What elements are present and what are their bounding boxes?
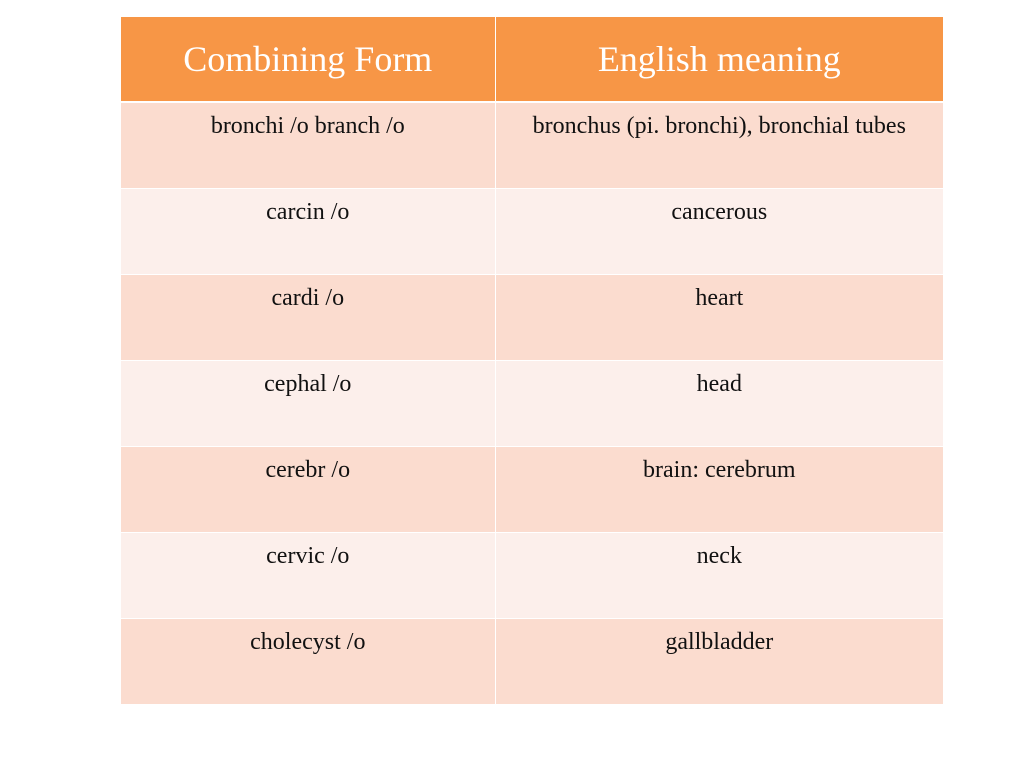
table-row bbox=[121, 618, 944, 704]
combining-form-cell: carcin /o bbox=[121, 188, 496, 274]
header-combining-form: Combining Form bbox=[121, 17, 496, 103]
combining-form-cell: cervic /o bbox=[121, 532, 496, 618]
combining-form-cell: bronchi /o branch /o bbox=[121, 102, 496, 188]
combining-form-cell: cholecyst /o bbox=[121, 618, 496, 704]
header-english-meaning: English meaning bbox=[495, 17, 943, 103]
english-meaning-cell: cancerous bbox=[495, 188, 943, 274]
english-meaning-cell: heart bbox=[495, 274, 943, 360]
table-row bbox=[121, 446, 944, 532]
english-meaning-cell: head bbox=[495, 360, 943, 446]
table-header-row bbox=[121, 17, 944, 103]
table-row bbox=[121, 532, 944, 618]
table-row bbox=[121, 188, 944, 274]
table-row bbox=[121, 274, 944, 360]
combining-form-cell: cardi /o bbox=[121, 274, 496, 360]
table-row bbox=[121, 360, 944, 446]
english-meaning-cell: gallbladder bbox=[495, 618, 943, 704]
combining-form-cell: cerebr /o bbox=[121, 446, 496, 532]
english-meaning-cell: bronchus (pi. bronchi), bronchial tubes bbox=[495, 102, 943, 188]
english-meaning-cell: neck bbox=[495, 532, 943, 618]
english-meaning-cell: brain: cerebrum bbox=[495, 446, 943, 532]
table-row bbox=[121, 102, 944, 188]
combining-form-cell: cephal /o bbox=[121, 360, 496, 446]
combining-forms-table bbox=[120, 16, 944, 705]
